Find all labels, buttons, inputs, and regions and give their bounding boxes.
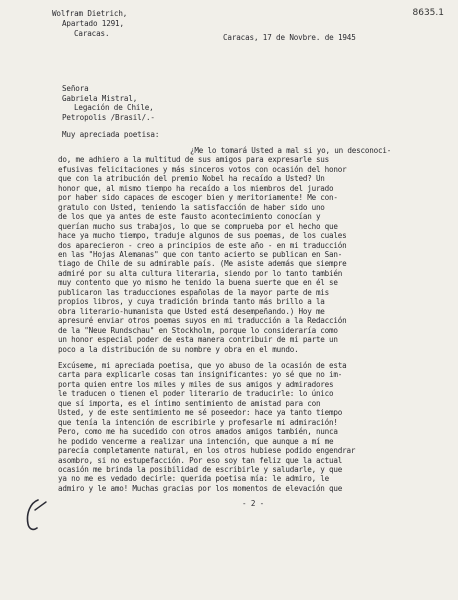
paragraph-line: tiago de Chile de su admirable país. (Me asiste además que siempre: [58, 259, 347, 269]
paragraph-line: ocasión me brinda la posibilidad de escribirle y saludarle, y que: [58, 464, 343, 474]
paragraph-line: obra literario-humanista que Usted está desempeñando.) Hoy me: [58, 306, 325, 316]
paragraph-line: que tenía la intención de escribirle y profesarle mi admiración!: [58, 417, 338, 427]
paragraph-line: hace ya mucho tiempo, traduje algunos de sus poemas, de los cuales: [58, 231, 347, 241]
paragraph-line: dos aparecieron - creo a principios de este año - en mi traducción: [58, 240, 347, 250]
paragraph-line: do, me adhiero a la multitud de sus amigos para expresarle sus: [58, 155, 330, 165]
handwritten-mark-icon: [22, 494, 50, 534]
paragraph-line: de la "Neue Rundschau" en Stockholm, porque lo consideraría como: [58, 325, 338, 335]
recipient-line-1: Señora: [62, 84, 89, 93]
recipient-line-2: Gabriela Mistral,: [62, 94, 138, 103]
paragraph-line: que con la atribución del premio Nobel ha recaído a Usted? Un: [58, 174, 325, 184]
body-paragraph-1: [58, 146, 436, 354]
recipient-line-4: Petropolis /Brasil/.-: [62, 113, 155, 122]
paragraph-line: querían mucho sus trabajos, lo que se comprueba por el hecho que: [58, 221, 338, 231]
paragraph-line: le traducen o tienen el poder literario de traducirle: lo único: [58, 389, 334, 399]
archive-reference: 8635.1: [412, 8, 444, 18]
body-paragraph-2: [58, 361, 436, 493]
paragraph-line: de los que ya antes de este fausto acontecimiento conocían y: [58, 212, 321, 222]
paragraph-line: carta para explicarle cosas tan insignificantes: yo sé que no im-: [58, 370, 343, 380]
sender-city: Caracas.: [74, 29, 110, 38]
salutation: Muy apreciada poetisa:: [62, 130, 160, 139]
date-line: Caracas, 17 de Novbre. de 1945: [223, 33, 356, 42]
paragraph-line: efusivas felicitaciones y más sinceros votos con ocasión del honor: [58, 164, 347, 174]
paragraph-line: asombro, si no estupefacción. Por eso soy tan feliz que la actual: [58, 455, 343, 465]
handwritten-mark: [22, 494, 50, 534]
sender-name: Wolfram Dietrich,: [52, 9, 128, 18]
paragraph-line: Pero, como me ha sucedido con otros amados amigos también, nunca: [58, 427, 338, 437]
paragraph-line: muy contento que yo mismo he tenido la buena suerte que en él se: [58, 278, 338, 288]
paragraph-line: admiro y le amo! Muchas gracias por los momentos de elevación que: [58, 483, 343, 493]
paragraph-line: poco a la distribución de su nombre y obra en el mundo.: [58, 344, 299, 354]
paragraph-line: propios libros, y cuya tradición brinda tanto más brillo a la: [58, 297, 325, 307]
paragraph-line: que sí importa, es el íntimo sentimiento de amistad para con: [58, 398, 321, 408]
paragraph-line: un honor especial poder de esta manera contribuir de mi parte un: [58, 335, 338, 345]
paragraph-line: por haber sido capaces de escoger bien y meritoriamente! Me con-: [58, 193, 338, 203]
paragraph-line: he podido vencerme a realizar una intención, que aunque a mí me: [58, 436, 334, 446]
paragraph-line: parecía completamente natural, en los otros hubiese podido engendrar: [58, 446, 356, 456]
paragraph-line: en las "Hojas Alemanas" que con tanto acierto se publican en San-: [58, 249, 343, 259]
paragraph-line: admiré por su alta cultura literaria, siendo por lo tanto también: [58, 268, 343, 278]
paragraph-line: publicaron las traducciones españolas de la mayor parte de mis: [58, 287, 330, 297]
paragraph-line: Usted, y de este sentimiento me sé poseedor: hace ya tanto tiempo: [58, 408, 343, 418]
sender-address: Apartado 1291,: [62, 19, 124, 28]
paragraph-line: ya no me es vedado decirle: querida poetisa mía: le admiro, le: [58, 474, 330, 484]
paragraph-line: Excúseme, mi apreciada poetisa, que yo abuso de la ocasión de esta: [58, 361, 347, 370]
paragraph-line: porta quien entre los miles y miles de sus amigos y admiradores: [58, 379, 334, 389]
page-number: - 2 -: [242, 499, 265, 508]
paragraph-line: gratulo con Usted, teniendo la satisfacción de haber sido uno: [58, 202, 325, 212]
paragraph-line: apresuré enviar otros poemas suyos en mi traducción a la Redacción: [58, 316, 347, 326]
recipient-line-3: Legación de Chile,: [74, 103, 154, 112]
paragraph-line: honor que, al mismo tiempo ha recaído a los miembros del jurado: [58, 183, 334, 193]
paragraph-line: ¿Me lo tomará Usted a mal si yo, un desconoci-: [190, 146, 392, 155]
